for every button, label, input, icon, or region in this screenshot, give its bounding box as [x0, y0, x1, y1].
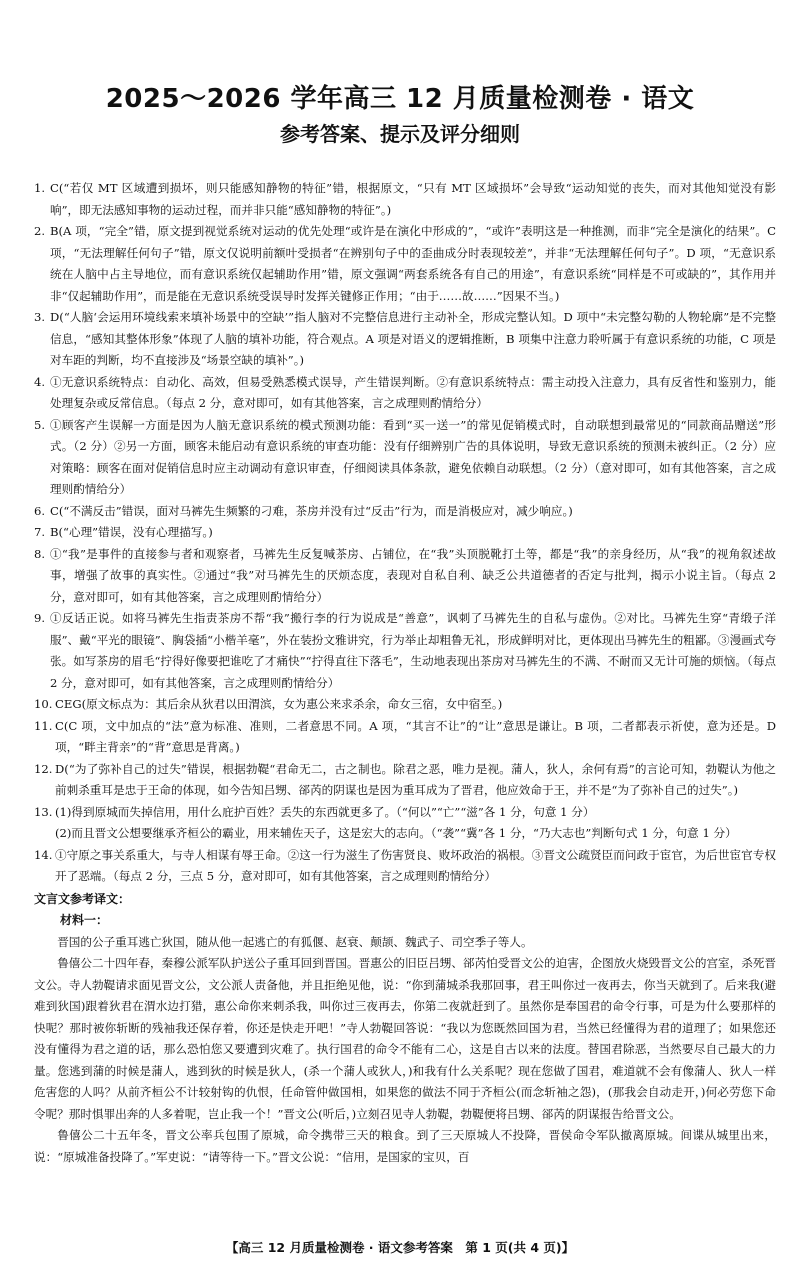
- answer-item: [34, 694, 776, 716]
- translation-text: [34, 932, 776, 1169]
- answer-item: [34, 716, 776, 759]
- answer-number: 4.: [34, 374, 46, 389]
- answer-item: [34, 608, 776, 694]
- answer-text: CEG(原文标点为：其后余从狄君以田渭滨，女为惠公来求杀余，命女三宿，女中宿至。): [55, 697, 503, 711]
- answer-item: [34, 522, 776, 544]
- answer-text: ①反话正说。如将马裤先生指责茶房不帮“我”搬行李的行为说成是“善意”，讽刺了马裤先生的自私与虚伪。②对比。马裤先生穿“青缎子洋服”、戴“平光的眼镜”、胸袋插“小楷羊毫”，外在装扮文雅讲究，行为举止却粗鲁无礼，形成鲜明对比，更体现出马裤先生的粗鄙。③漫画式夸张。如写茶房的眉毛“拧得好像要把谁吃了才痛快”“拧得直往下落毛”，生动地表现出茶房对马裤先生的不满、不耐而又无计可施的烦恼。（每点 2 分，意对即可，如有其他答案，言之成理则酌情给分）: [50, 611, 776, 690]
- answer-number: 9.: [34, 611, 46, 625]
- answer-item: [34, 759, 776, 802]
- page-subtitle: 参考答案、提示及评分细则: [280, 122, 520, 146]
- answer-number: 6.: [34, 503, 46, 518]
- answer-item: [34, 178, 776, 221]
- translation-paragraph: 鲁僖公二十五年冬，晋文公率兵包围了原城，命令携带三天的粮食。到了三天原城人不投降，晋侯命令军队撤离原城。间谍从城里出来，说：“原城准备投降了。”军吏说：“请等待一下。”晋文公说：“信用，是国家的宝贝，百: [34, 1128, 776, 1164]
- answer-number: 11.: [34, 718, 53, 733]
- answer-item: [34, 307, 776, 372]
- answer-number: 12.: [34, 761, 53, 776]
- answer-item: [34, 372, 776, 415]
- answer-text: B(“心理”错误，没有心理描写。): [50, 525, 213, 539]
- translation-heading: 文言文参考译文：: [34, 891, 131, 906]
- page-footer: 【高三 12 月质量检测卷 · 语文参考答案 第 1 页(共 4 页)】: [225, 1240, 575, 1255]
- answer-text: C(“不满反击”错误，面对马裤先生频繁的刁难，茶房并没有过“反击”行为，而是消极应对，减少响应。): [50, 503, 573, 518]
- answer-number: 2.: [34, 224, 46, 238]
- answer-text: B(A 项，“完全”错，原文提到视觉系统对运动的优先处理“或许是在演化中形成的”，“或许”表明这是一种推测，而非“完全是演化的结果”。C 项，“无法理解任何句子”错，原文仅说明前额叶受损者“在辨别句子中的歪曲成分时表现较差”，并非“无法理解任何句子”。D 项，“无意识系统在人脑中占主导地位，而有意识系统仅起辅助作用”错，原文强调“两套系统各有自己的用途”，有意识系统“同样是不可或缺的”，其作用并非“仅起辅助作用”，而是能在无意识系统受误导时发挥关键修正作用；“由于……故……”因果不当。): [50, 224, 776, 303]
- answer-item: [34, 221, 776, 307]
- answer-item: [34, 415, 776, 501]
- answer-text: ①守原之事关系重大，与寺人相谋有辱王命。②这一行为滋生了伤害贤良、败坏政治的祸根。③晋文公疏贤臣而问政于宦官，为后世宦官专权开了恶端。（每点 2 分，三点 5 分，意对即可，如有其他答案，言之成理则酌情给分）: [55, 847, 776, 883]
- translation-paragraph: 鲁僖公二十四年春，秦穆公派军队护送公子重耳回到晋国。晋惠公的旧臣吕甥、郤芮怕受晋文公的迫害，企图放火烧毁晋文公的宫室，杀死晋文公。寺人勃鞮请求面见晋文公，文公派人责备他，并且拒绝见他，说：“你到蒲城杀我那回事，君王叫你过一夜再去，你当天就到了。后来我(避难到狄国)跟着狄君在渭水边打猎，惠公命你来刺杀我，叫你过三夜再去，你第二夜就赶到了。虽然你是奉国君的命令行事，可是为什么要那样的快呢？那时被你斩断的残袖我还保存着，你还是快走开吧！”寺人勃鞮回答说：“我以为您既然回国为君，当然已经懂得为君的道理了；如果您还没有懂得为君之道的话，那么恐怕您又要遭到灾难了。执行国君的命令不能有二心，这是自古以来的法度。替国君除恶，当然要尽自己最大的力量。您逃到蒲的时候是蒲人，逃到狄的时候是狄人，(杀一个蒲人或狄人，)和我有什么关系呢？现在您做了国君，难道就不会有像蒲人、狄人一样危害您的人吗？从前齐桓公不计较射钩的仇恨，任命管仲做国相，如果您的做法不同于齐桓公(而念斩袖之怨)，(那我会自动走开，)何必劳您下命令呢？那时惧罪出奔的人多着呢，岂止我一个！”晋文公(听后，)立刻召见寺人勃鞮，勃鞮便将吕甥、郤芮的阴谋报告给晋文公。: [34, 956, 777, 1121]
- answers-body: [34, 178, 776, 1168]
- answer-text: ①“我”是事件的直接参与者和观察者，马裤先生反复喊茶房、占铺位，在“我”头顶脱靴打土等，都是“我”的亲身经历，从“我”的视角叙述故事，增强了故事的真实性。②通过“我”对马裤先生的厌烦态度，表现对自私自利、缺乏公共道德者的否定与批判，揭示小说主旨。（每点 2 分，意对即可，如有其他答案，言之成理则酌情给分）: [50, 546, 776, 604]
- answer-number: 10.: [34, 697, 53, 711]
- material-heading: 材料一：: [60, 913, 109, 927]
- answer-text: D(“为了弥补自己的过失”错误，根据勃鞮“君命无二，古之制也。除君之恶，唯力是视。蒲人，狄人，余何有焉”的言论可知，勃鞮认为他之前刺杀重耳是忠于王命的体现，如今告知吕甥、郤芮的阴谋也是因为重耳成为了晋君，他应效命于王，并不是“为了弥补自己的过失”。): [55, 761, 776, 797]
- answer-text: C(C 项，文中加点的“法”意为标准、准则，二者意思不同。A 项，“其言不让”的“让”意思是谦让。B 项，二者都表示祈使，意为还是。D 项，“畔主背亲”的“背”意思是背离。): [55, 718, 776, 754]
- answer-number: 13.: [34, 804, 53, 819]
- answer-number: 14.: [34, 847, 53, 862]
- answer-item: [34, 845, 776, 888]
- answer-number: 1.: [34, 181, 46, 195]
- translation-paragraph: 晋国的公子重耳逃亡狄国，随从他一起逃亡的有狐偃、赵衰、颠颉、魏武子、司空季子等人。: [57, 934, 533, 949]
- answer-list: [34, 178, 776, 888]
- answer-item: [34, 501, 776, 523]
- answer-item: [34, 544, 776, 609]
- answer-text: C(“若仅 MT 区域遭到损坏，则只能感知静物的特征”错，根据原文，“只有 MT 区域损坏”会导致“运动知觉的丧失，而对其他知觉没有影响”，即无法感知事物的运动过程，而并非只能“感知静物的特征”。): [50, 181, 776, 217]
- answer-text: ①顾客产生误解一方面是因为人脑无意识系统的模式预测功能：看到“买一送一”的常见促销模式时，自动联想到最常见的“同款商品赠送”形式。（2 分）②另一方面，顾客未能启动有意识系统的审查功能：没有仔细辨别广告的具体说明，导致无意识系统的预测未被纠正。（2 分）应对策略：顾客在面对促销信息时应主动调动有意识审查，仔细阅读具体条款，避免依赖自动联想。（2 分）（意对即可，如有其他答案，言之成理则酌情给分）: [50, 417, 776, 496]
- answer-number: 7.: [34, 525, 46, 539]
- page-title: 2025～2026 学年高三 12 月质量检测卷 · 语文: [105, 84, 695, 114]
- answer-text: D(“人脑‘会运用环境线索来填补场景中的空缺’”指人脑对不完整信息进行主动补全，形成完整认知。D 项中“未完整勾勒的人物轮廓”是不完整信息，“感知其整体形象”体现了人脑的填补功能，符合观点。A 项是对语义的逻辑推断，B 项集中注意力聆听属于有意识系统的功能，C 项是对车距的判断，均不直接涉及“场景空缺的填补”。): [50, 310, 776, 367]
- answer-number: 8.: [34, 546, 46, 561]
- answer-number: 3.: [34, 310, 46, 324]
- answer-text: ①无意识系统特点：自动化、高效，但易受熟悉模式误导，产生错误判断。②有意识系统特点：需主动投入注意力，具有反省性和鉴别力，能处理复杂或反常信息。（每点 2 分，意对即可，如有其他答案，言之成理则酌情给分）: [50, 374, 776, 410]
- answer-item: [34, 802, 776, 845]
- answer-text: (1)得到原城而失掉信用，用什么庇护百姓？丢失的东西就更多了。（“何以”“亡”“滋”各 1 分，句意 1 分） (2)而且晋文公想要继承齐桓公的霸业，用来辅佐天子，这是宏大的志向。（“袭”“冀”各 1 分，“乃大志也”判断句式 1 分，句意 1 分）: [55, 804, 737, 840]
- answer-number: 5.: [34, 417, 46, 432]
